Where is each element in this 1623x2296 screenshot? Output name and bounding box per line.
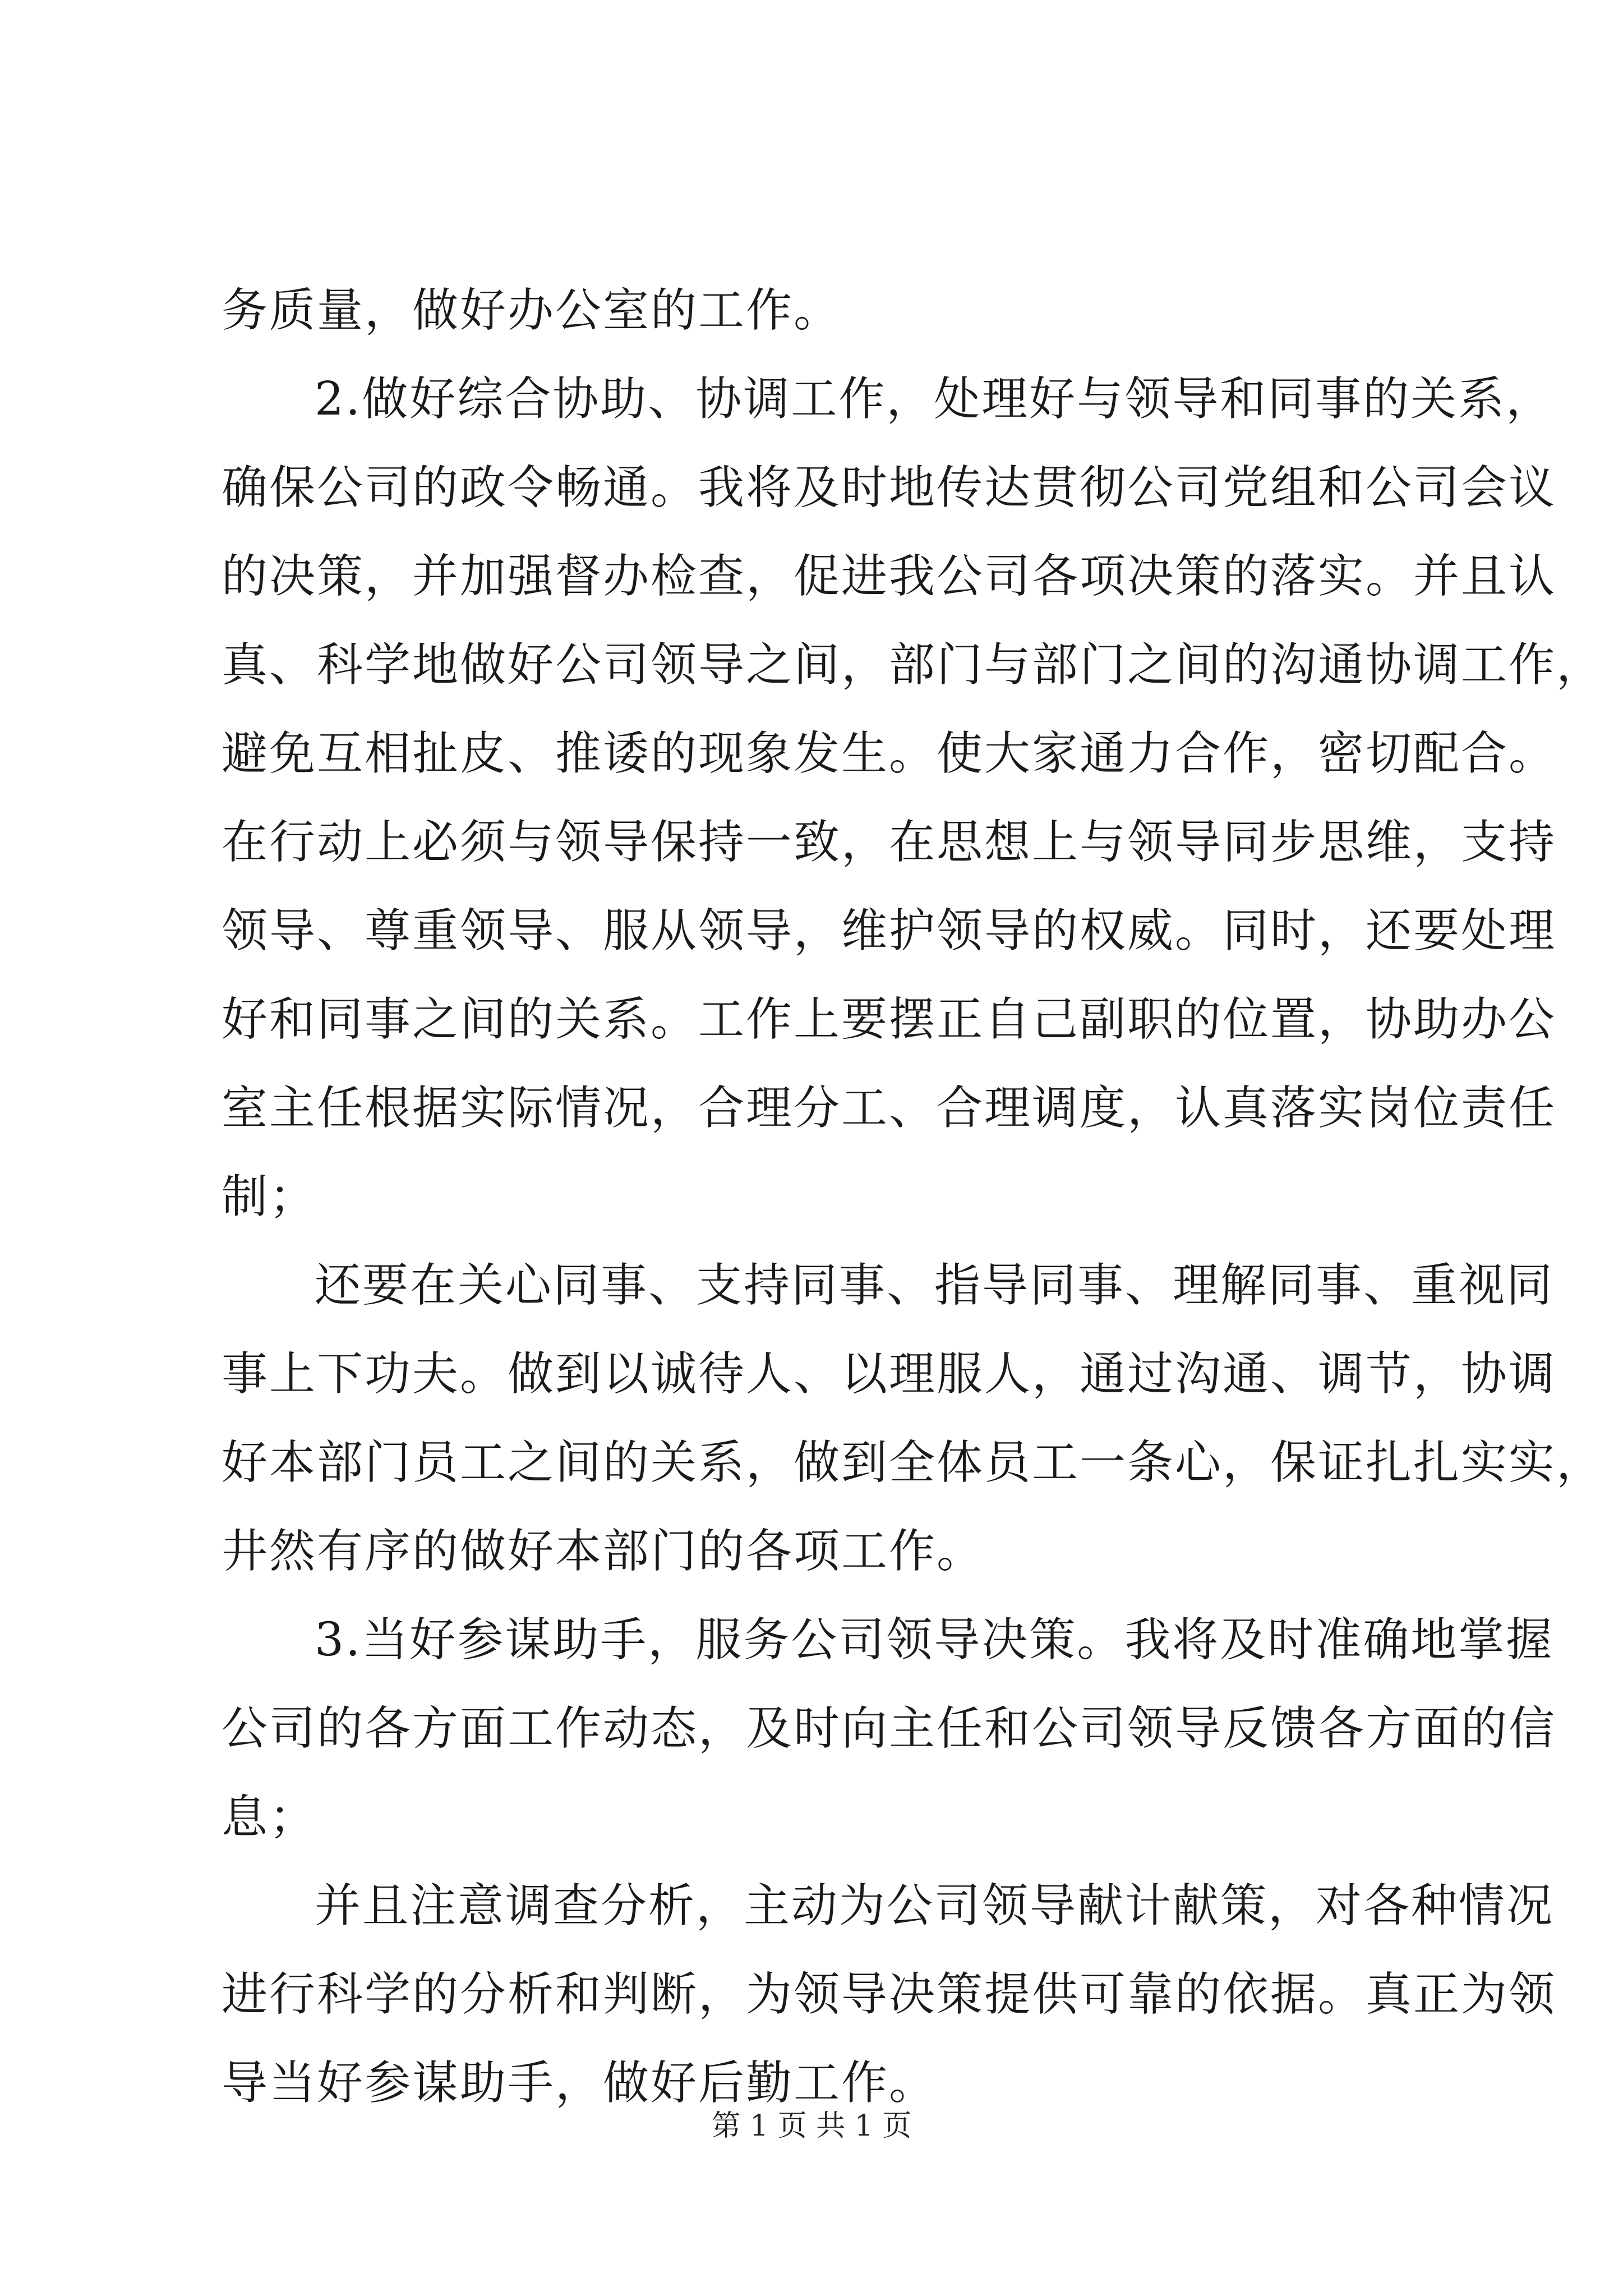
paragraph-first-line: 还要在关心同事、支持同事、指导同事、理解同事、重视同: [315, 1259, 1555, 1312]
text-line: 真、科学地做好公司领导之间，部门与部门之间的沟通协调工作，: [222, 638, 1604, 692]
page-footer: 第 1 页 共 1 页: [711, 2109, 912, 2143]
text-line: 在行动上必须与领导保持一致，在思想上与领导同步思维，支持: [222, 816, 1557, 869]
text-line: 制；: [222, 1170, 317, 1223]
text-line: 务质量，做好办公室的工作。: [222, 284, 842, 337]
text-line: 领导、尊重领导、服从领导，维护领导的权威。同时，还要处理: [222, 904, 1557, 958]
text-line: 公司的各方面工作动态，及时向主任和公司领导反馈各方面的信: [222, 1702, 1557, 1755]
text-line: 好本部门员工之间的关系，做到全体员工一条心，保证扎扎实实，: [222, 1436, 1604, 1489]
text-line: 室主任根据实际情况，合理分工、合理调度，认真落实岗位责任: [222, 1082, 1557, 1135]
text-line: 井然有序的做好本部门的各项工作。: [222, 1525, 985, 1578]
paragraph-first-line: 并且注意调查分析，主动为公司领导献计献策，对各种情况: [315, 1879, 1555, 1932]
text-line: 的决策，并加强督办检查，促进我公司各项决策的落实。并且认: [222, 550, 1557, 603]
paragraph-first-line: 3.当好参谋助手，服务公司领导决策。我将及时准确地掌握: [315, 1613, 1554, 1667]
paragraph-first-line: 2.做好综合协助、协调工作，处理好与领导和同事的关系，: [315, 372, 1554, 426]
text-line: 息；: [222, 1791, 317, 1844]
text-line: 事上下功夫。做到以诚待人、以理服人，通过沟通、调节，协调: [222, 1347, 1557, 1401]
text-line: 导当好参谋助手，做好后勤工作。: [222, 2056, 937, 2110]
document-body: [222, 266, 1604, 2128]
text-line: 进行科学的分析和判断，为领导决策提供可靠的依据。真正为领: [222, 1968, 1557, 2021]
text-line: 确保公司的政令畅通。我将及时地传达贯彻公司党组和公司会议: [222, 461, 1557, 514]
text-line: 避免互相扯皮、推诿的现象发生。使大家通力合作，密切配合。: [222, 727, 1557, 780]
text-line: 好和同事之间的关系。工作上要摆正自己副职的位置，协助办公: [222, 993, 1557, 1046]
